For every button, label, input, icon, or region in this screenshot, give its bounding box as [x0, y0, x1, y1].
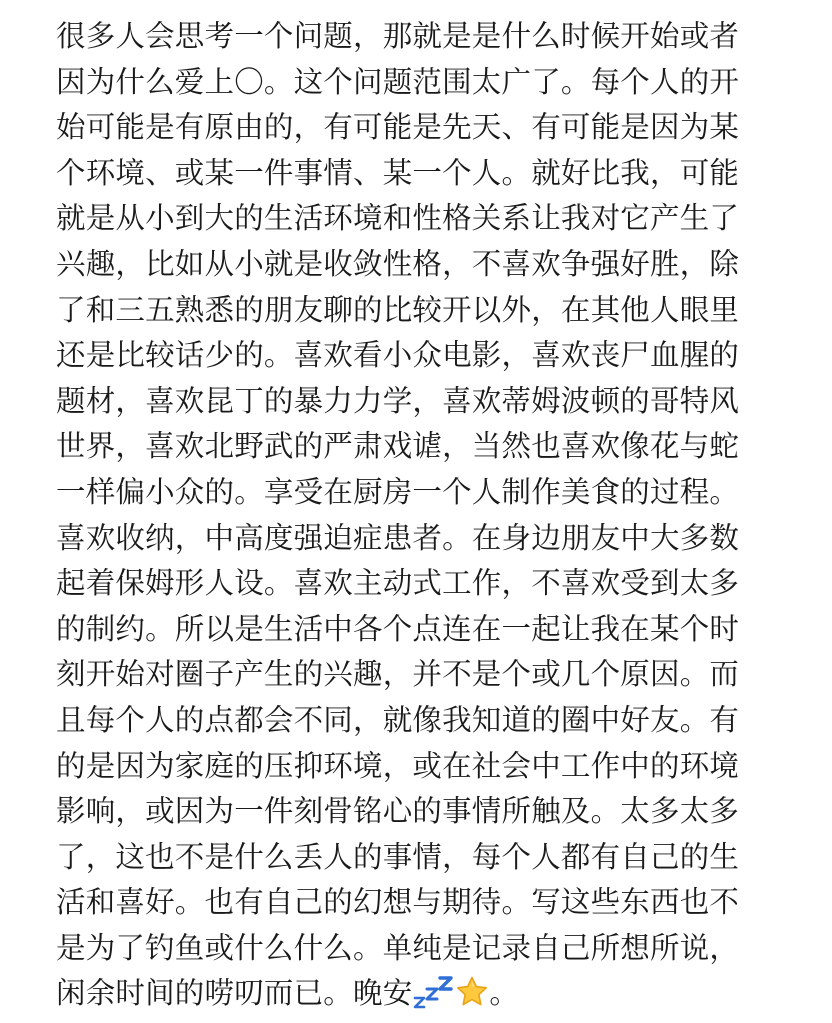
- note-line-1: 很多人会思考一个问题，那就是是什么时候开始或者: [56, 19, 740, 53]
- note-line-8: 还是比较话少的。喜欢看小众电影，喜欢丧尸血腥的: [56, 338, 740, 373]
- note-line-18: 影响，或因为一件刻骨铭心的事情所触及。太多太多: [56, 794, 740, 829]
- note-line-17: 的是因为家庭的压抑环境，或在社会中工作中的环境: [56, 748, 740, 783]
- note-body: [56, 14, 796, 1017]
- note-line-7: 了和三五熟悉的朋友聊的比较开以外，在其他人眼里: [56, 292, 740, 327]
- note-line-15: 刻开始对圈子产生的兴趣，并不是个或几个原因。而: [56, 657, 740, 692]
- note-line-14: 的制约。所以是生活中各个点连在一起让我在某个时: [56, 611, 740, 646]
- note-line-9: 题材，喜欢昆丁的暴力力学，喜欢蒂姆波顿的哥特风: [56, 383, 740, 418]
- note-line-13: 起着保姆形人设。喜欢主动式工作，不喜欢受到太多: [56, 566, 740, 601]
- note-line-3: 始可能是有原由的，有可能是先天、有可能是因为某: [56, 110, 740, 145]
- note-line-19: 了，这也不是什么丢人的事情，每个人都有自己的生: [56, 839, 740, 874]
- star-icon: [454, 972, 489, 1018]
- note-line-22: [56, 971, 796, 1017]
- note-line-4: 个环境、或某一件事情、某一个人。就好比我，可能: [56, 155, 740, 190]
- note-line-16: 且每个人的点都会不同，就像我知道的圈中好友。有: [56, 702, 740, 737]
- last-line-text: 闲余时间的唠叨而已。晚安: [56, 976, 413, 1011]
- note-line-21: 是为了钓鱼或什么什么。单纯是记录自己所想所说，: [56, 930, 740, 965]
- zzz-icon: [412, 972, 454, 1018]
- last-line-end: 。: [489, 976, 520, 1011]
- note-line-6: 兴趣，比如从小就是收敛性格，不喜欢争强好胜，除: [56, 246, 740, 281]
- note-line-12: 喜欢收纳，中高度强迫症患者。在身边朋友中大多数: [56, 520, 740, 555]
- note-line-11: 一样偏小众的。享受在厨房一个人制作美食的过程。: [56, 474, 740, 509]
- note-line-20: 活和喜好。也有自己的幻想与期待。写这些东西也不: [56, 885, 740, 920]
- note-line-5: 就是从小到大的生活环境和性格关系让我对它产生了: [56, 201, 740, 236]
- note-line-2: 因为什么爱上〇。这个问题范围太广了。每个人的开: [56, 64, 740, 99]
- note-line-10: 世界，喜欢北野武的严肃戏谑，当然也喜欢像花与蛇: [56, 429, 740, 464]
